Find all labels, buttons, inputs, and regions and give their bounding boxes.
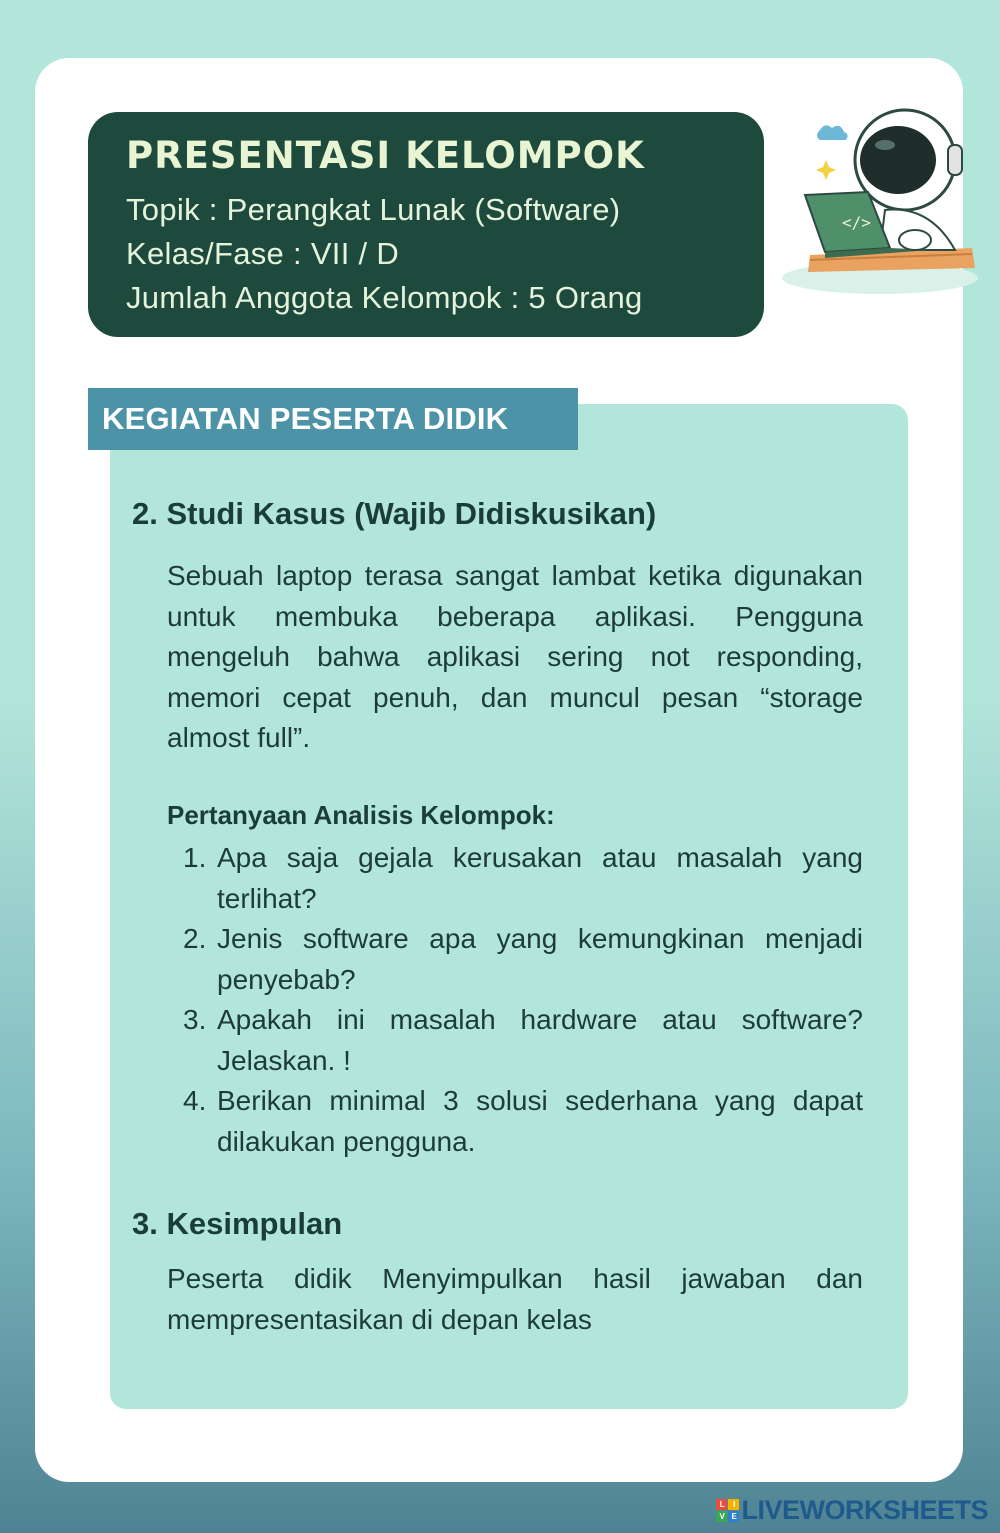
liveworksheets-watermark[interactable] (716, 1495, 988, 1525)
question-list (183, 838, 863, 1162)
section-label: KEGIATAN PESERTA DIDIK (88, 388, 578, 450)
topic-line: Topik : Perangkat Lunak (Software) (126, 192, 621, 227)
members-line: Jumlah Anggota Kelompok : 5 Orang (126, 280, 643, 315)
question-number: 1. (183, 842, 207, 873)
question-item-4 (183, 1081, 863, 1162)
header-box (88, 112, 764, 337)
page-title: PRESENTASI KELOMPOK (126, 134, 645, 177)
watermark-text: LIVEWORKSHEETS (741, 1494, 988, 1525)
astronaut-laptop-illustration (780, 100, 980, 300)
liveworksheets-logo-icon: L I V E (716, 1499, 739, 1522)
kesimpulan-text: Peserta didik Menyimpulkan hasil jawaban dan mempresentasikan di depan kelas (167, 1263, 863, 1335)
studi-kasus-text: Sebuah laptop terasa sangat lambat ketika digunakan untuk membuka beberapa aplikasi. Pengguna mengeluh bahwa aplikasi sering not responding, memori cepat penuh, dan muncul pesan “storage almost full”. (167, 560, 863, 753)
question-item-3 (183, 1000, 863, 1081)
question-item-2 (183, 919, 863, 1000)
question-text: Berikan minimal 3 solusi sederhana yang dapat dilakukan pengguna. (217, 1085, 863, 1157)
code-symbol: </> (842, 213, 871, 232)
studi-kasus-heading: 2. Studi Kasus (Wajib Didiskusikan) (132, 496, 657, 531)
question-number: 4. (183, 1085, 207, 1116)
question-text: Apakah ini masalah hardware atau software? Jelaskan. ! (217, 1004, 863, 1076)
question-number: 3. (183, 1004, 207, 1035)
question-number: 2. (183, 923, 207, 954)
class-line: Kelas/Fase : VII / D (126, 236, 400, 271)
question-text: Apa saja gejala kerusakan atau masalah yang terlihat? (217, 842, 863, 914)
kesimpulan-heading: 3. Kesimpulan (132, 1206, 343, 1241)
question-item-1 (183, 838, 863, 919)
question-text: Jenis software apa yang kemungkinan menjadi penyebab? (217, 923, 863, 995)
pertanyaan-heading: Pertanyaan Analisis Kelompok: (167, 800, 555, 830)
